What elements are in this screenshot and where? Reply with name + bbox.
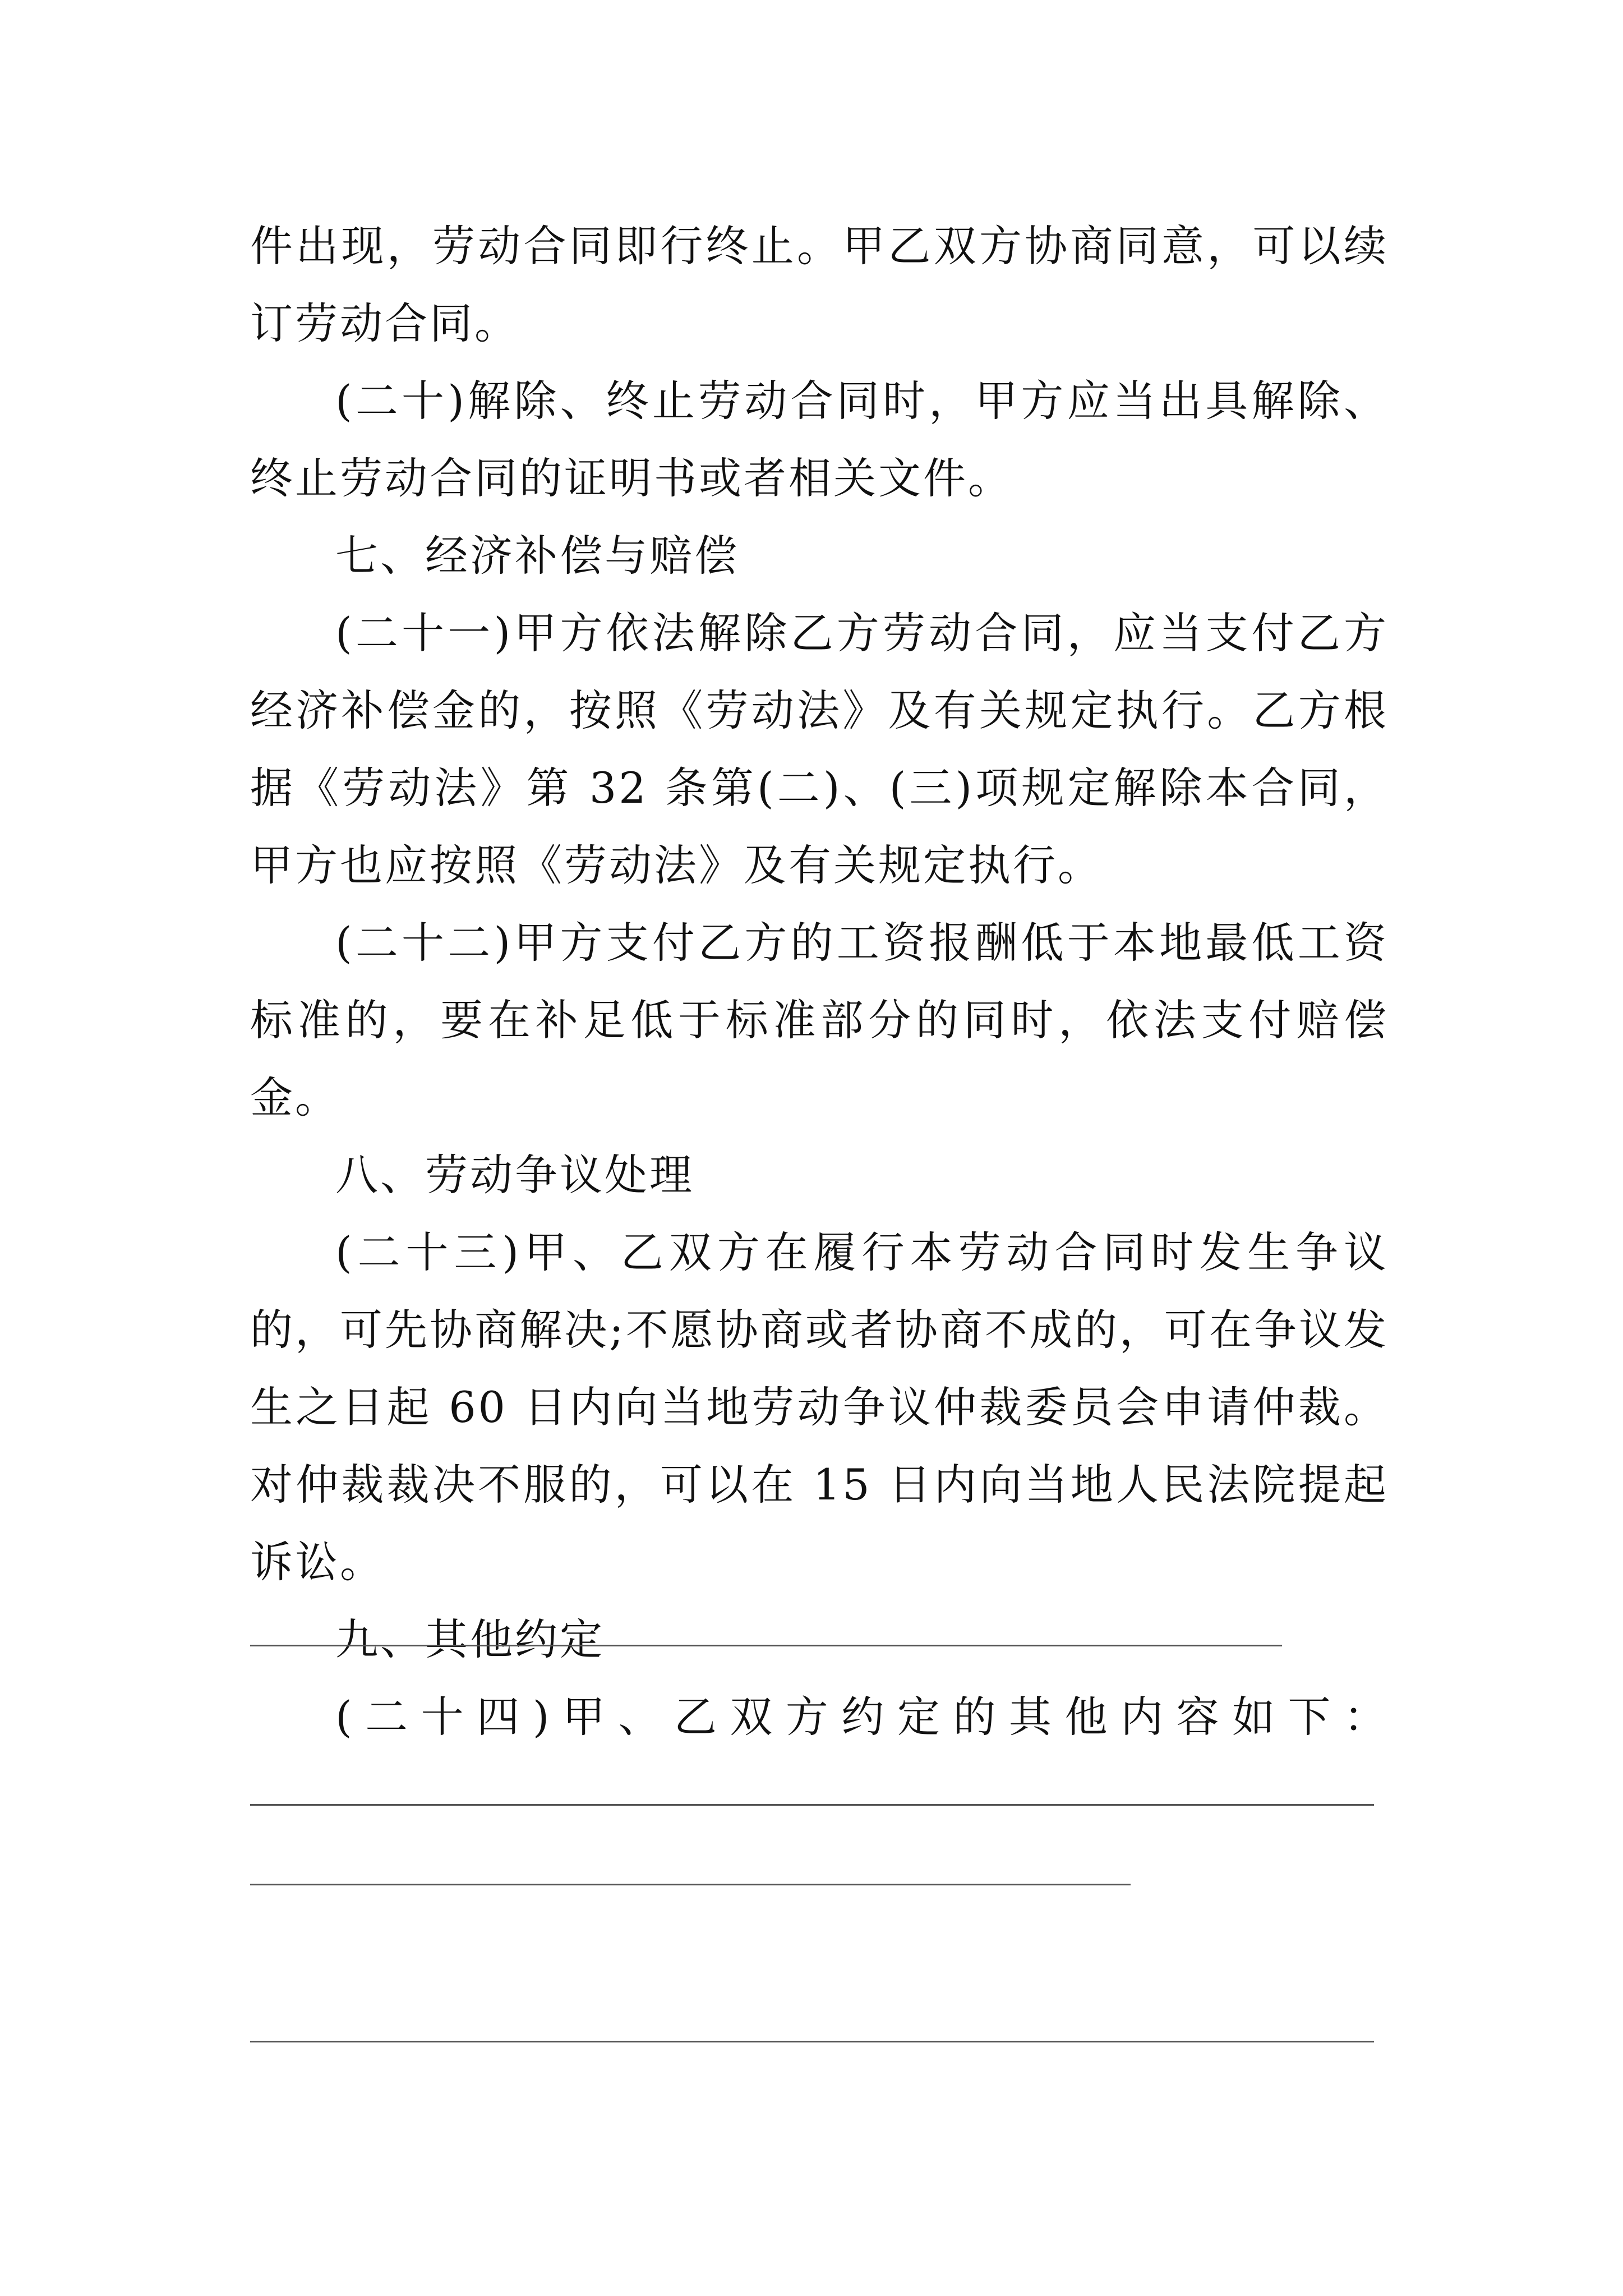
fill-in-line	[250, 1645, 1282, 1646]
clause-20: (二十)解除、终止劳动合同时，甲方应当出具解除、终止劳动合同的证明书或者相关文件。	[250, 376, 1389, 503]
paragraph-continuation: 件出现，劳动合同即行终止。甲乙双方协商同意，可以续订劳动合同。	[250, 221, 1389, 348]
section-heading-compensation: 七、经济补偿与赔偿	[335, 531, 739, 581]
section-heading-other: 九、其他约定	[335, 1614, 605, 1664]
fill-in-line	[250, 1884, 1131, 1885]
document-body	[250, 208, 1389, 1756]
clause-23: (二十三)甲、乙双方在履行本劳动合同时发生争议的，可先协商解决;不愿协商或者协商不成的，可在争议发生之日起 60 日内向当地劳动争议仲裁委员会申请仲裁。对仲裁裁决不服的，可以在 15 日内向当地人民法院提起诉讼。	[250, 1227, 1389, 1587]
section-heading-dispute: 八、劳动争议处理	[335, 1150, 694, 1200]
fill-in-line	[250, 1804, 1374, 1806]
clause-22: (二十二)甲方支付乙方的工资报酬低于本地最低工资标准的，要在补足低于标准部分的同时，依法支付赔偿金。	[250, 918, 1389, 1122]
fill-in-line	[250, 2041, 1374, 2042]
clause-24: (二十四)甲、乙双方约定的其他内容如下：	[335, 1692, 1389, 1742]
clause-21: (二十一)甲方依法解除乙方劳动合同，应当支付乙方经济补偿金的，按照《劳动法》及有关规定执行。乙方根据《劳动法》第 32 条第(二)、(三)项规定解除本合同，甲方也应按照《劳动法》及有关规定执行。	[250, 608, 1389, 890]
